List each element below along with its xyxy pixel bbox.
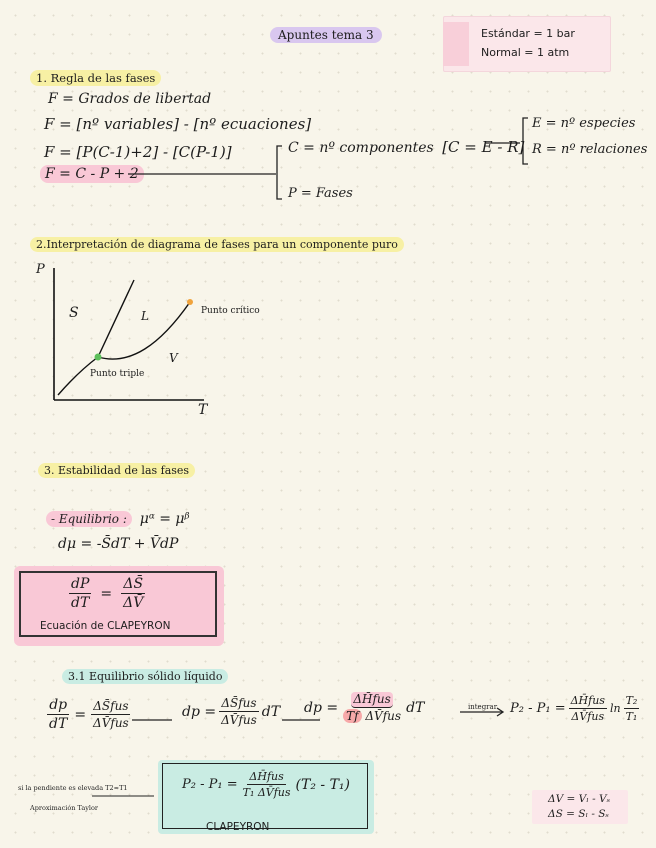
step2-dt: dT	[261, 703, 281, 720]
clapeyron-dv: ΔV̄	[123, 595, 144, 611]
species-definition: E = nº especies	[532, 116, 636, 131]
final-t1-dvfus: T₁ ΔV̄fus	[242, 786, 291, 799]
final-temperature-difference: (T₂ - T₁)	[295, 776, 351, 793]
components-text: C = nº componentes	[288, 140, 434, 156]
triple-point-label: Punto triple	[90, 369, 145, 379]
critical-point-label: Punto crítico	[201, 306, 260, 316]
delta-s-definition: ΔS = Sₗ - Sₛ	[548, 808, 609, 820]
section3-heading-text: 3. Estabilidad de las fases	[38, 463, 195, 478]
equilibrium-label: - Equilibrio :	[46, 511, 132, 527]
derivation-step-1: $\frac{dp}{dT}$ = $\frac{\text{ΔS̄fus}}{\text{ΔV̄fus}}$	[49, 697, 129, 732]
step3-left: dp =	[304, 699, 339, 716]
variables-equations-line: F = [nº variables] - [nº ecuaciones]	[44, 115, 312, 133]
degrees-freedom-line: F = Grados de libertad	[48, 91, 212, 107]
delta-definitions-box	[532, 790, 628, 824]
integrate-label: integrar	[468, 703, 498, 711]
step1-dp: dp	[49, 697, 68, 713]
step1-dt: dT	[49, 716, 68, 732]
step4-t2: T₂	[625, 694, 638, 707]
clapeyron-dt: dT	[71, 595, 90, 611]
final-clapeyron-box	[158, 760, 374, 834]
taylor-note: Aproximación Taylor	[30, 804, 99, 812]
solid-region-label: S	[69, 305, 79, 321]
liquid-region-label: L	[141, 309, 149, 323]
normal-unit: Normal = 1 atm	[481, 46, 570, 59]
step4-dhfus: ΔH̄fus	[570, 694, 605, 707]
step4-dvfus: ΔV̄fus	[571, 710, 605, 723]
step2-left: dp =	[182, 703, 217, 720]
section2-heading-text: 2.Interpretación de diagrama de fases para un componente puro	[30, 237, 404, 252]
step1-dsfus: ΔS̄fus	[93, 699, 129, 713]
phases-definition: P = Fases	[288, 186, 353, 201]
clapeyron-ds: ΔS̄	[123, 576, 144, 592]
phase-rule-text: F = C - P + 2	[40, 165, 144, 183]
standard-unit: Estándar = 1 bar	[481, 27, 575, 40]
clapeyron-equation: $\frac{dP}{dT}$ = $\frac{\Delta S̄}{\Delta V̄}$	[71, 576, 144, 611]
chemical-potential-differential: dμ = -S̄dT + V̄dP	[58, 536, 179, 552]
section1-heading-text: 1. Regla de las fases	[30, 70, 161, 86]
clapeyron-dp: dP	[71, 576, 90, 592]
clapeyron-caption: Ecuación de CLAPEYRON	[40, 620, 171, 632]
t-axis-label: T	[198, 402, 208, 418]
equilibrium-expression: μᵅ = μᵝ	[139, 511, 190, 527]
final-clapeyron-equation	[182, 770, 350, 799]
step1-dvfus: ΔV̄fus	[93, 716, 129, 730]
vapor-region-label: V	[169, 351, 178, 365]
relations-definition: R = nº relaciones	[532, 142, 648, 157]
step3-dhfus: ΔH̄fus	[353, 692, 391, 706]
delta-v-definition: ΔV = Vₗ - Vₛ	[548, 793, 611, 805]
title-text: Apuntes tema 3	[270, 27, 382, 43]
pc-expansion-line: F = [P(C-1)+2] - [C(P-1)]	[44, 143, 232, 161]
step3-dvfus: ΔV̄fus	[365, 709, 402, 723]
final-left: P₂ - P₁ =	[182, 777, 238, 792]
slope-note: si la pendiente es elevada T2≈T1	[18, 784, 128, 792]
step3-tf: Tf	[343, 709, 361, 723]
step4-left: P₂ - P₁ =	[510, 701, 566, 716]
section31-heading-text: 3.1 Equilibrio sólido líquido	[62, 669, 228, 684]
components-formula: [C = E - R]	[442, 138, 525, 156]
p-axis-label: P	[36, 262, 45, 277]
step2-dvfus: ΔV̄fus	[221, 713, 257, 727]
final-clapeyron-caption: CLAPEYRON	[206, 821, 270, 833]
step3-dt: dT	[406, 699, 425, 716]
step2-dsfus: ΔS̄fus	[221, 696, 257, 710]
step4-t1: T₁	[625, 710, 638, 723]
step4-ln: ln	[609, 702, 621, 715]
final-dhfus: ΔH̄fus	[249, 770, 284, 783]
